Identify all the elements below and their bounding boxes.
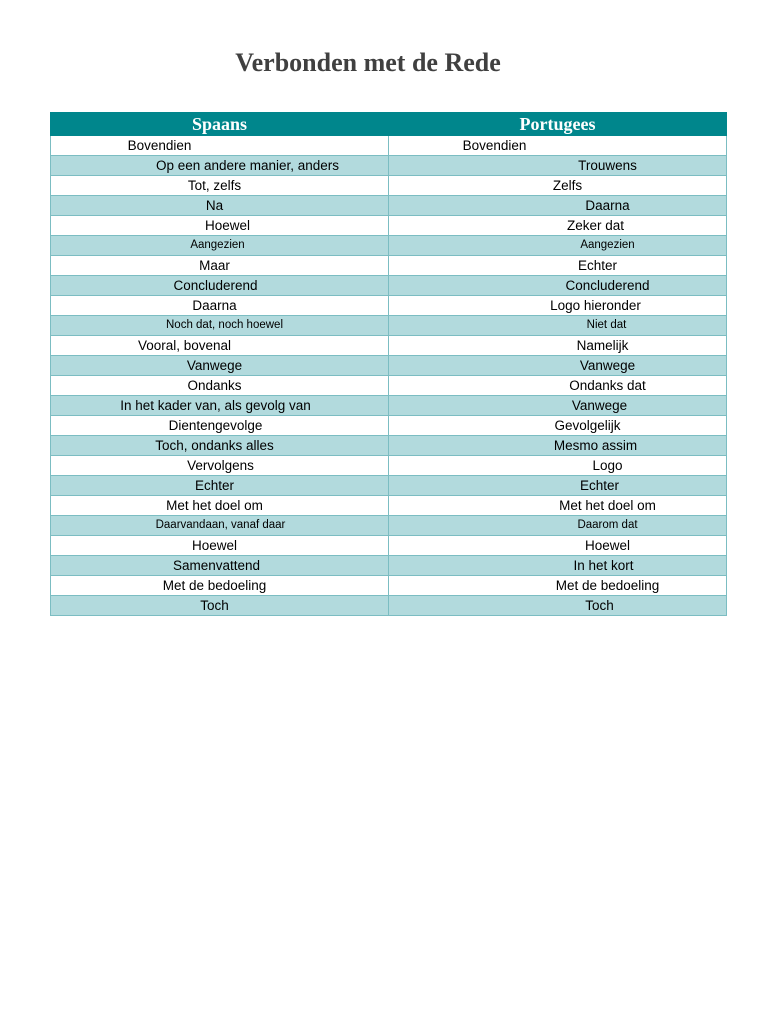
portuguese-cell [389, 376, 727, 396]
table-row [51, 576, 727, 596]
cell-text: Vanwege [579, 358, 636, 373]
cell-text: Niet dat [586, 319, 627, 331]
cell-text: Met de bedoeling [555, 578, 660, 593]
table-row [51, 596, 727, 616]
cell-text: Echter [577, 258, 618, 273]
cell-text: Op een andere manier, anders [155, 158, 340, 173]
cell-text: Hoewel [204, 218, 251, 233]
table-row [51, 236, 727, 256]
portuguese-cell [389, 196, 727, 216]
spanish-cell [51, 376, 389, 396]
cell-text: Aangezien [190, 239, 245, 251]
spanish-cell [51, 336, 389, 356]
page-title: Verbonden met de Rede [235, 48, 501, 77]
cell-text: Ondanks [187, 378, 242, 393]
spanish-cell [51, 316, 389, 336]
spanish-cell [51, 456, 389, 476]
portuguese-cell [389, 156, 727, 176]
table-row [51, 516, 727, 536]
table-row [51, 336, 727, 356]
cell-text: Vooral, bovenal [137, 338, 232, 353]
table-row [51, 556, 727, 576]
portuguese-cell [389, 516, 727, 536]
portuguese-cell [389, 296, 727, 316]
spanish-cell [51, 576, 389, 596]
cell-text: Bovendien [462, 138, 527, 153]
portuguese-cell [389, 456, 727, 476]
cell-text: Vanwege [186, 358, 243, 373]
cell-text: In het kort [573, 558, 634, 573]
spanish-cell [51, 216, 389, 236]
cell-text: Met het doel om [559, 498, 656, 513]
portuguese-cell [389, 276, 727, 296]
spanish-cell [51, 136, 389, 156]
cell-text: Mesmo assim [553, 438, 638, 453]
spanish-cell [51, 396, 389, 416]
cell-text: Daarvandaan, vanaf daar [155, 519, 286, 531]
cell-text: Hoewel [191, 538, 238, 553]
portuguese-cell [389, 216, 727, 236]
cell-text: Concluderend [173, 278, 258, 293]
cell-text: Bovendien [127, 138, 192, 153]
cell-text: Aangezien [580, 239, 635, 251]
spanish-cell [51, 596, 389, 616]
table-row [51, 156, 727, 176]
cell-text: Echter [194, 478, 235, 493]
column-header-portuguese: Portugees [389, 113, 727, 136]
cell-text: Na [205, 198, 224, 213]
spanish-cell [51, 196, 389, 216]
table-row [51, 496, 727, 516]
portuguese-cell [389, 476, 727, 496]
cell-text: Zelfs [552, 178, 583, 193]
table-row [51, 256, 727, 276]
table-row [51, 136, 727, 156]
table-row [51, 196, 727, 216]
portuguese-cell [389, 596, 727, 616]
cell-text: Noch dat, noch hoewel [166, 319, 283, 331]
portuguese-cell [389, 576, 727, 596]
table-row [51, 376, 727, 396]
cell-text: Gevolgelijk [554, 418, 621, 433]
spanish-cell [51, 176, 389, 196]
portuguese-cell [389, 236, 727, 256]
spanish-cell [51, 496, 389, 516]
column-header-spanish: Spaans [51, 113, 389, 136]
spanish-cell [51, 296, 389, 316]
table-body [51, 136, 727, 616]
cell-text: Tot, zelfs [187, 178, 242, 193]
cell-text: Vervolgens [187, 458, 254, 473]
cell-text: Trouwens [578, 158, 637, 173]
cell-text: Maar [199, 258, 230, 273]
portuguese-cell [389, 356, 727, 376]
spanish-cell [51, 256, 389, 276]
cell-text: Hoewel [584, 538, 631, 553]
table-row [51, 436, 727, 456]
cell-text: Toch [585, 598, 614, 613]
portuguese-cell [389, 536, 727, 556]
spanish-cell [51, 156, 389, 176]
cell-text: Toch, ondanks alles [155, 438, 274, 453]
cell-text: Echter [579, 478, 620, 493]
portuguese-cell [389, 436, 727, 456]
table-row [51, 396, 727, 416]
portuguese-cell [389, 556, 727, 576]
table-row [51, 296, 727, 316]
cell-text: In het kader van, als gevolg van [120, 398, 311, 413]
table-row [51, 176, 727, 196]
spanish-cell [51, 476, 389, 496]
spanish-cell [51, 516, 389, 536]
table-row [51, 536, 727, 556]
cell-text: Namelijk [576, 338, 629, 353]
portuguese-cell [389, 416, 727, 436]
table-header-row [51, 113, 727, 136]
portuguese-cell [389, 336, 727, 356]
spanish-cell [51, 536, 389, 556]
portuguese-cell [389, 256, 727, 276]
cell-text: Logo [592, 458, 623, 473]
portuguese-cell [389, 316, 727, 336]
cell-text: Concluderend [565, 278, 650, 293]
spanish-cell [51, 436, 389, 456]
cell-text: Samenvattend [172, 558, 261, 573]
spanish-cell [51, 276, 389, 296]
spanish-cell [51, 356, 389, 376]
table-row [51, 416, 727, 436]
table-row [51, 316, 727, 336]
cell-text: Logo hieronder [550, 298, 641, 313]
cell-text: Met de bedoeling [162, 578, 267, 593]
spanish-cell [51, 236, 389, 256]
cell-text: Daarom dat [577, 519, 638, 531]
table-row [51, 456, 727, 476]
spanish-cell [51, 416, 389, 436]
table-row [51, 216, 727, 236]
cell-text: Ondanks dat [569, 378, 646, 393]
cell-text: Met het doel om [166, 498, 263, 513]
table-row [51, 476, 727, 496]
cell-text: Dientengevolge [168, 418, 263, 433]
translation-table [50, 112, 727, 616]
cell-text: Vanwege [571, 398, 628, 413]
portuguese-cell [389, 136, 727, 156]
cell-text: Toch [200, 598, 229, 613]
table-row [51, 276, 727, 296]
portuguese-cell [389, 496, 727, 516]
spanish-cell [51, 556, 389, 576]
cell-text: Daarna [585, 198, 630, 213]
portuguese-cell [389, 176, 727, 196]
cell-text: Zeker dat [566, 218, 625, 233]
table-row [51, 356, 727, 376]
portuguese-cell [389, 396, 727, 416]
cell-text: Daarna [192, 298, 237, 313]
